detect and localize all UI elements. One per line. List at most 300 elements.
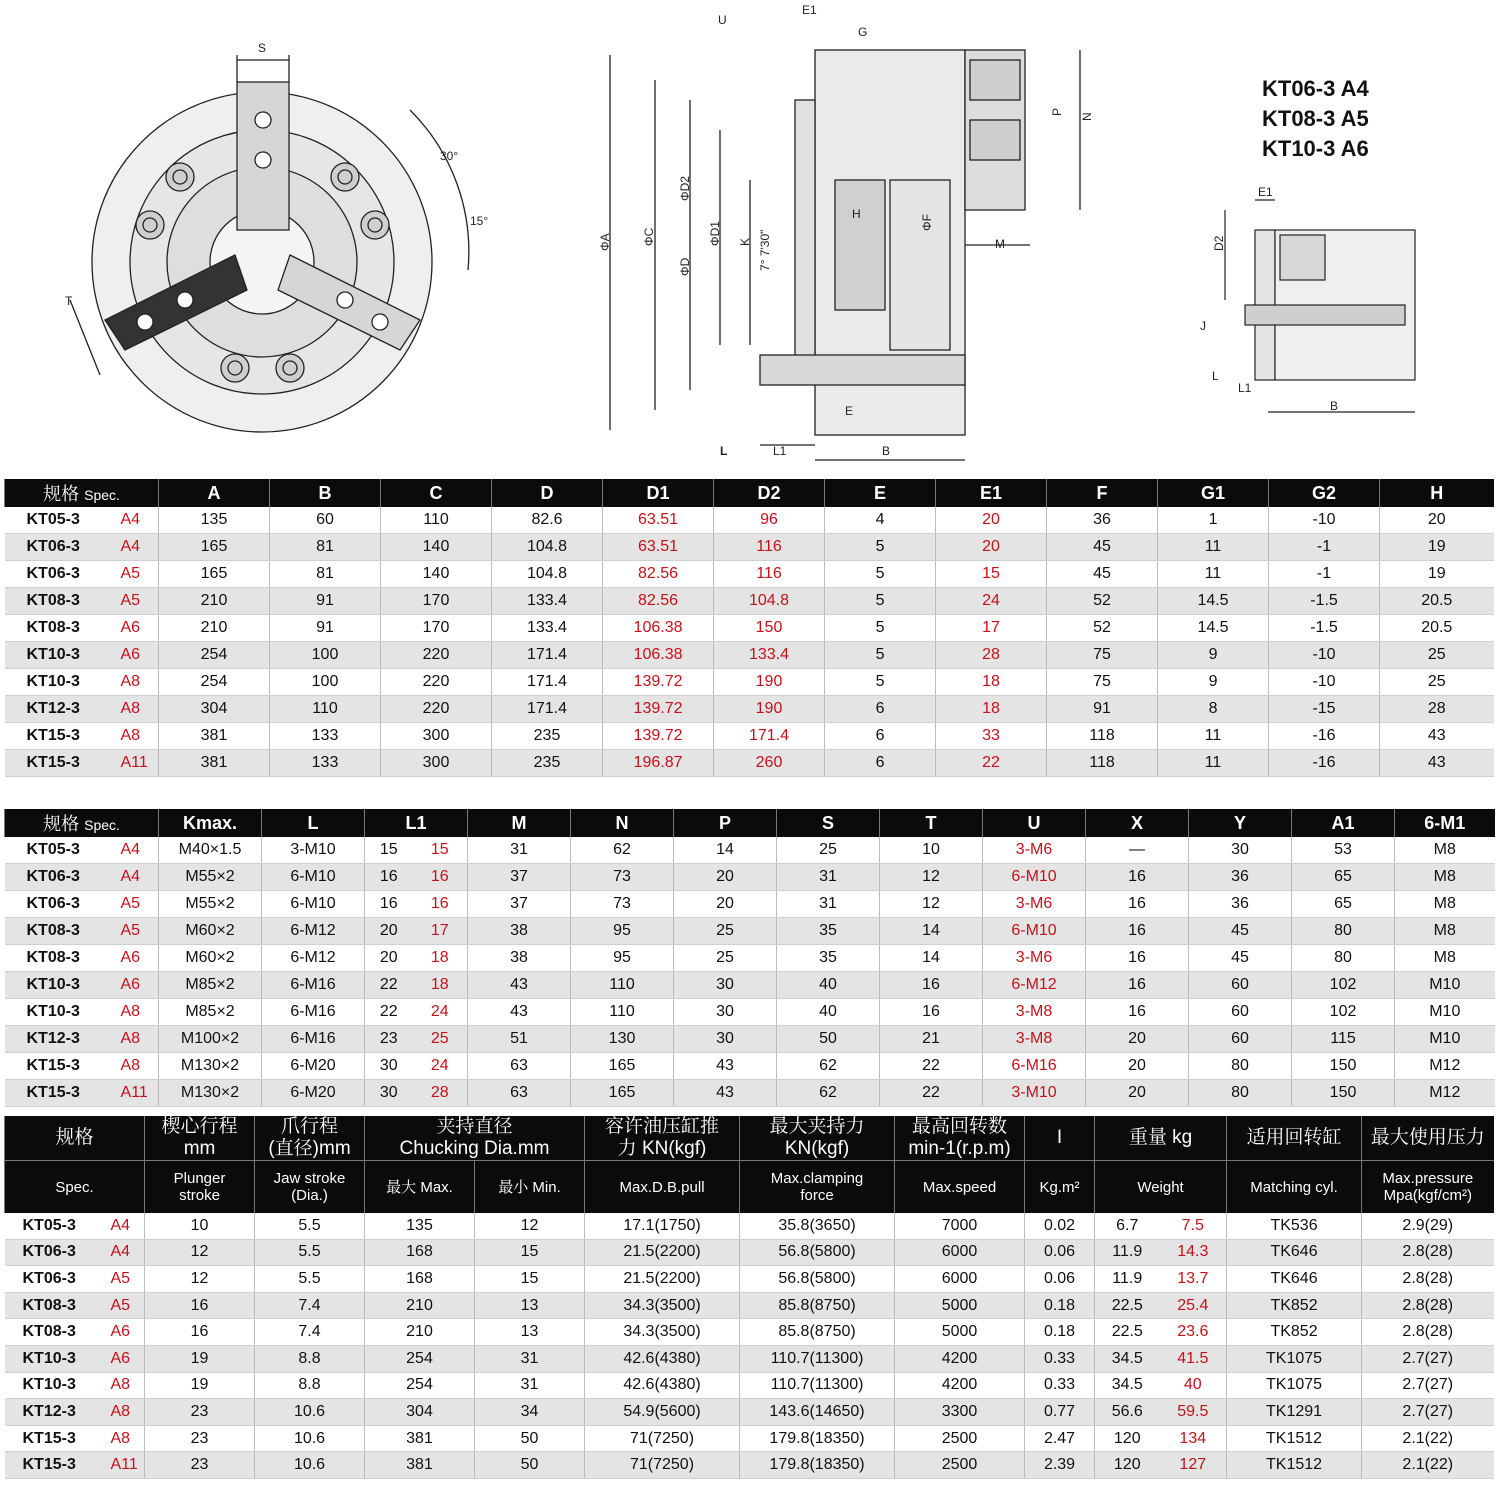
value-cell: 171.4 <box>492 642 603 669</box>
value-cell: 0.77 <box>1025 1399 1095 1426</box>
value-cell: 28 <box>936 642 1047 669</box>
value-cell: 53 <box>1292 837 1395 864</box>
svg-text:K: K <box>738 237 752 246</box>
value-cell: 20 <box>365 945 413 972</box>
value-cell: 9 <box>1158 669 1269 696</box>
value-cell: 60 <box>270 507 381 534</box>
table-row <box>5 891 1495 918</box>
value-cell: 171.4 <box>492 696 603 723</box>
value-cell: -10 <box>1269 507 1380 534</box>
value-cell: 12 <box>880 864 983 891</box>
value-cell: 20 <box>1086 1026 1189 1053</box>
value-cell: 63.51 <box>603 534 714 561</box>
header-pressure-cn: 最大使用压力 <box>1362 1116 1494 1161</box>
table-row <box>5 534 1494 561</box>
value-cell: 133.4 <box>492 588 603 615</box>
value-cell: 40 <box>777 999 880 1026</box>
value-cell: 190 <box>714 669 825 696</box>
value-cell: 45 <box>1047 561 1158 588</box>
value-cell: 80 <box>1189 1053 1292 1080</box>
value-cell: 20 <box>936 534 1047 561</box>
value-cell: 11 <box>1158 534 1269 561</box>
value-cell: 2500 <box>895 1425 1025 1452</box>
value-cell: 220 <box>381 642 492 669</box>
value-cell: 25 <box>1380 669 1494 696</box>
value-cell: 110 <box>571 972 674 999</box>
value-cell: 22 <box>365 999 413 1026</box>
value-cell: 5 <box>825 561 936 588</box>
model-cell: KT06-3 <box>5 1239 105 1266</box>
header-cyl-cn: 适用回转缸 <box>1227 1116 1362 1161</box>
value-cell: 82.56 <box>603 588 714 615</box>
value-cell: 21.5(2200) <box>585 1266 740 1293</box>
value-cell: 12 <box>145 1266 255 1293</box>
table-row <box>5 696 1494 723</box>
value-cell: 116 <box>714 561 825 588</box>
value-cell: 30 <box>365 1053 413 1080</box>
model-cell: KT15-3 <box>5 1425 105 1452</box>
value-cell: 62 <box>571 837 674 864</box>
value-cell: 300 <box>381 723 492 750</box>
value-cell: 3-M6 <box>983 891 1086 918</box>
value-cell: 95 <box>571 918 674 945</box>
value-cell: 165 <box>571 1080 674 1107</box>
table-row <box>5 1053 1495 1080</box>
value-cell: 80 <box>1292 945 1395 972</box>
header-speed-en: Max.speed <box>895 1161 1025 1214</box>
value-cell: 254 <box>159 642 270 669</box>
value-cell: 16 <box>1086 891 1189 918</box>
header-plunger-en: Plunger stroke <box>145 1161 255 1214</box>
value-cell: 10 <box>145 1213 255 1239</box>
column-header: N <box>571 809 674 837</box>
value-cell: 116 <box>714 534 825 561</box>
value-cell: 34.5 <box>1095 1345 1160 1372</box>
value-cell: 20 <box>674 891 777 918</box>
value-cell: M10 <box>1395 972 1495 999</box>
value-cell: 25 <box>413 1026 468 1053</box>
svg-text:ΦC: ΦC <box>642 227 656 246</box>
value-cell: 21 <box>880 1026 983 1053</box>
value-cell: 14.5 <box>1158 615 1269 642</box>
value-cell: 6-M20 <box>262 1053 365 1080</box>
model-cell: KT15-3 <box>5 750 115 777</box>
model-cell: KT06-3 <box>5 534 115 561</box>
value-cell: 20 <box>1380 507 1494 534</box>
value-cell: 24 <box>413 1053 468 1080</box>
front-view-drawing <box>0 0 500 470</box>
suffix-cell: A4 <box>115 864 159 891</box>
value-cell: 2.8(28) <box>1362 1292 1494 1319</box>
value-cell: M8 <box>1395 864 1495 891</box>
table-row <box>5 1345 1494 1372</box>
value-cell: M8 <box>1395 837 1495 864</box>
model-cell: KT10-3 <box>5 999 115 1026</box>
table-row <box>5 642 1494 669</box>
table-row <box>5 1292 1494 1319</box>
value-cell: M60×2 <box>159 945 262 972</box>
value-cell: — <box>1086 837 1189 864</box>
side-section-drawing <box>590 0 1110 470</box>
value-cell: 5 <box>825 534 936 561</box>
model-cell: KT12-3 <box>5 1026 115 1053</box>
value-cell: 14 <box>880 945 983 972</box>
value-cell: 30 <box>674 1026 777 1053</box>
value-cell: 104.8 <box>492 534 603 561</box>
value-cell: 165 <box>159 561 270 588</box>
svg-text:L: L <box>1212 369 1219 383</box>
value-cell: TK1291 <box>1227 1399 1362 1426</box>
value-cell: 37 <box>468 891 571 918</box>
value-cell: 6-M10 <box>983 918 1086 945</box>
model-cell: KT08-3 <box>5 918 115 945</box>
value-cell: 65 <box>1292 891 1395 918</box>
value-cell: 12 <box>880 891 983 918</box>
value-cell: 235 <box>492 750 603 777</box>
value-cell: 30 <box>1189 837 1292 864</box>
value-cell: 22 <box>880 1080 983 1107</box>
value-cell: 171.4 <box>492 669 603 696</box>
value-cell: 2.1(22) <box>1362 1452 1494 1479</box>
value-cell: 5.5 <box>255 1266 365 1293</box>
value-cell: 45 <box>1189 945 1292 972</box>
table-row <box>5 1452 1494 1479</box>
value-cell: 82.56 <box>603 561 714 588</box>
value-cell: 73 <box>571 864 674 891</box>
value-cell: TK1512 <box>1227 1452 1362 1479</box>
value-cell: 5 <box>825 669 936 696</box>
value-cell: 100 <box>270 669 381 696</box>
value-cell: 127 <box>1160 1452 1227 1479</box>
value-cell: 6-M10 <box>262 891 365 918</box>
value-cell: 85.8(8750) <box>740 1319 895 1346</box>
value-cell: 35 <box>777 918 880 945</box>
table-row <box>5 1026 1495 1053</box>
header-clamp-en: Max.clamping force <box>740 1161 895 1214</box>
value-cell: 2.39 <box>1025 1452 1095 1479</box>
value-cell: 81 <box>270 561 381 588</box>
value-cell: 16 <box>145 1319 255 1346</box>
table-row <box>5 615 1494 642</box>
value-cell: M8 <box>1395 945 1495 972</box>
value-cell: 20 <box>365 918 413 945</box>
column-header: D2 <box>714 479 825 507</box>
suffix-cell: A8 <box>115 669 159 696</box>
table-row <box>5 999 1495 1026</box>
value-cell: 60 <box>1189 1026 1292 1053</box>
value-cell: 81 <box>270 534 381 561</box>
value-cell: 23 <box>145 1452 255 1479</box>
value-cell: 0.33 <box>1025 1372 1095 1399</box>
value-cell: 73 <box>571 891 674 918</box>
value-cell: M100×2 <box>159 1026 262 1053</box>
model-cell: KT12-3 <box>5 696 115 723</box>
value-cell: 23.6 <box>1160 1319 1227 1346</box>
svg-text:N: N <box>1080 112 1094 121</box>
value-cell: 23 <box>145 1399 255 1426</box>
value-cell: M85×2 <box>159 999 262 1026</box>
value-cell: 210 <box>365 1292 475 1319</box>
value-cell: 25.4 <box>1160 1292 1227 1319</box>
value-cell: M55×2 <box>159 864 262 891</box>
value-cell: 210 <box>159 615 270 642</box>
svg-text:E: E <box>845 404 854 418</box>
value-cell: 6-M16 <box>262 972 365 999</box>
value-cell: 14 <box>674 837 777 864</box>
model-list-item: KT08-3 A5 <box>1262 106 1369 131</box>
value-cell: 4 <box>825 507 936 534</box>
column-header: L1 <box>365 809 468 837</box>
value-cell: -1.5 <box>1269 615 1380 642</box>
suffix-cell: A4 <box>105 1213 145 1239</box>
value-cell: 36 <box>1047 507 1158 534</box>
model-cell: KT15-3 <box>5 723 115 750</box>
header-speed-cn: 最高回转数 min-1(r.p.m) <box>895 1116 1025 1161</box>
value-cell: 110 <box>571 999 674 1026</box>
value-cell: M8 <box>1395 891 1495 918</box>
table-row <box>5 723 1494 750</box>
value-cell: 6000 <box>895 1239 1025 1266</box>
value-cell: 20 <box>1086 1080 1189 1107</box>
column-header: E1 <box>936 479 1047 507</box>
dimensions-table-1 <box>4 479 1494 777</box>
value-cell: 4200 <box>895 1345 1025 1372</box>
value-cell: 170 <box>381 615 492 642</box>
value-cell: 43 <box>674 1080 777 1107</box>
value-cell: 5 <box>825 615 936 642</box>
value-cell: 6-M10 <box>262 864 365 891</box>
model-cell: KT06-3 <box>5 891 115 918</box>
value-cell: 106.38 <box>603 615 714 642</box>
svg-text:ΦF: ΦF <box>920 214 934 231</box>
value-cell: 19 <box>1380 534 1494 561</box>
table-row <box>5 669 1494 696</box>
table-row <box>5 918 1495 945</box>
suffix-cell: A5 <box>115 561 159 588</box>
value-cell: 31 <box>475 1345 585 1372</box>
value-cell: 179.8(18350) <box>740 1452 895 1479</box>
value-cell: 10 <box>880 837 983 864</box>
value-cell: 63 <box>468 1080 571 1107</box>
value-cell: 5000 <box>895 1319 1025 1346</box>
value-cell: 12 <box>475 1213 585 1239</box>
value-cell: 31 <box>475 1372 585 1399</box>
svg-text:ΦA: ΦA <box>598 233 612 251</box>
value-cell: 6-M12 <box>983 972 1086 999</box>
value-cell: 31 <box>777 864 880 891</box>
value-cell: 91 <box>270 588 381 615</box>
value-cell: 106.38 <box>603 642 714 669</box>
value-cell: 20.5 <box>1380 615 1494 642</box>
column-header: X <box>1086 809 1189 837</box>
value-cell: 11.9 <box>1095 1239 1160 1266</box>
value-cell: -1.5 <box>1269 588 1380 615</box>
value-cell: 220 <box>381 669 492 696</box>
value-cell: M55×2 <box>159 891 262 918</box>
column-header: L <box>262 809 365 837</box>
value-cell: 28 <box>413 1080 468 1107</box>
value-cell: 235 <box>492 723 603 750</box>
value-cell: 91 <box>1047 696 1158 723</box>
header-cyl-en: Matching cyl. <box>1227 1161 1362 1214</box>
value-cell: 2.8(28) <box>1362 1266 1494 1293</box>
value-cell: 254 <box>159 669 270 696</box>
model-cell: KT08-3 <box>5 1292 105 1319</box>
value-cell: TK1075 <box>1227 1345 1362 1372</box>
value-cell: 13 <box>475 1319 585 1346</box>
table-row <box>5 1425 1494 1452</box>
value-cell: 60 <box>1189 999 1292 1026</box>
value-cell: 59.5 <box>1160 1399 1227 1426</box>
header-min-en: 最小 Min. <box>475 1161 585 1214</box>
model-cell: KT08-3 <box>5 1319 105 1346</box>
suffix-cell: A8 <box>115 1026 159 1053</box>
value-cell: 120 <box>1095 1452 1160 1479</box>
column-header: A1 <box>1292 809 1395 837</box>
value-cell: 33 <box>936 723 1047 750</box>
table-row <box>5 1239 1494 1266</box>
value-cell: 43 <box>468 999 571 1026</box>
table-row <box>5 750 1494 777</box>
table-row <box>5 837 1495 864</box>
suffix-cell: A8 <box>105 1425 145 1452</box>
header-pull-en: Max.D.B.pull <box>585 1161 740 1214</box>
column-header: Kmax. <box>159 809 262 837</box>
value-cell: 16 <box>880 972 983 999</box>
model-cell: KT10-3 <box>5 642 115 669</box>
value-cell: 31 <box>777 891 880 918</box>
value-cell: 13 <box>475 1292 585 1319</box>
header-plunger-cn: 楔心行程 mm <box>145 1116 255 1161</box>
suffix-cell: A8 <box>105 1372 145 1399</box>
svg-text:L1: L1 <box>1238 381 1252 395</box>
suffix-cell: A11 <box>115 1080 159 1107</box>
suffix-cell: A6 <box>115 615 159 642</box>
suffix-cell: A5 <box>115 918 159 945</box>
value-cell: 25 <box>674 945 777 972</box>
value-cell: TK536 <box>1227 1213 1362 1239</box>
value-cell: 30 <box>674 999 777 1026</box>
value-cell: M10 <box>1395 1026 1495 1053</box>
value-cell: 17 <box>413 918 468 945</box>
value-cell: 22 <box>880 1053 983 1080</box>
column-header: A <box>159 479 270 507</box>
svg-text:E1: E1 <box>802 3 817 17</box>
value-cell: 3-M6 <box>983 945 1086 972</box>
value-cell: 304 <box>159 696 270 723</box>
value-cell: 20 <box>674 864 777 891</box>
column-header: 6-M1 <box>1395 809 1495 837</box>
header-max-en: 最大 Max. <box>365 1161 475 1214</box>
value-cell: 304 <box>365 1399 475 1426</box>
value-cell: 110.7(11300) <box>740 1372 895 1399</box>
value-cell: 35.8(3650) <box>740 1213 895 1239</box>
value-cell: M12 <box>1395 1080 1495 1107</box>
header-spec-en: Spec. <box>5 1161 145 1214</box>
value-cell: 40 <box>777 972 880 999</box>
value-cell: 20.5 <box>1380 588 1494 615</box>
value-cell: 110 <box>381 507 492 534</box>
value-cell: 30 <box>365 1080 413 1107</box>
value-cell: 14 <box>880 918 983 945</box>
value-cell: 95 <box>571 945 674 972</box>
value-cell: 11 <box>1158 723 1269 750</box>
model-cell: KT05-3 <box>5 1213 105 1239</box>
value-cell: 7.5 <box>1160 1213 1227 1239</box>
value-cell: 85.8(8750) <box>740 1292 895 1319</box>
value-cell: 43 <box>468 972 571 999</box>
value-cell: 38 <box>468 918 571 945</box>
svg-text:H: H <box>852 207 861 221</box>
column-header: F <box>1047 479 1158 507</box>
value-cell: 8.8 <box>255 1372 365 1399</box>
value-cell: 133 <box>270 750 381 777</box>
value-cell: 381 <box>365 1425 475 1452</box>
header-weight-cn: 重量 kg <box>1095 1116 1227 1161</box>
svg-text:7° 7'30": 7° 7'30" <box>758 229 772 271</box>
value-cell: 40 <box>1160 1372 1227 1399</box>
value-cell: 6 <box>825 750 936 777</box>
value-cell: 16 <box>1086 945 1189 972</box>
value-cell: 3-M6 <box>983 837 1086 864</box>
value-cell: 6-M16 <box>983 1053 1086 1080</box>
header-jaw-cn: 爪行程 (直径)mm <box>255 1116 365 1161</box>
value-cell: 179.8(18350) <box>740 1425 895 1452</box>
value-cell: 50 <box>475 1452 585 1479</box>
value-cell: -16 <box>1269 723 1380 750</box>
value-cell: 8 <box>1158 696 1269 723</box>
value-cell: 14.5 <box>1158 588 1269 615</box>
value-cell: 9 <box>1158 642 1269 669</box>
table-row <box>5 561 1494 588</box>
value-cell: 7.4 <box>255 1319 365 1346</box>
value-cell: 0.06 <box>1025 1239 1095 1266</box>
value-cell: 24 <box>936 588 1047 615</box>
value-cell: 6-M16 <box>262 999 365 1026</box>
column-header: H <box>1380 479 1494 507</box>
value-cell: 196.87 <box>603 750 714 777</box>
value-cell: 56.8(5800) <box>740 1239 895 1266</box>
value-cell: 190 <box>714 696 825 723</box>
suffix-cell: A11 <box>115 750 159 777</box>
value-cell: 165 <box>571 1053 674 1080</box>
value-cell: 18 <box>413 972 468 999</box>
value-cell: 82.6 <box>492 507 603 534</box>
value-cell: 134 <box>1160 1425 1227 1452</box>
value-cell: 115 <box>1292 1026 1395 1053</box>
header-inertia-en: Kg.m² <box>1025 1161 1095 1214</box>
value-cell: 2.8(28) <box>1362 1239 1494 1266</box>
value-cell: 96 <box>714 507 825 534</box>
value-cell: 3300 <box>895 1399 1025 1426</box>
header-chuck-cn: 夹持直径 Chucking Dia.mm <box>365 1116 585 1161</box>
value-cell: 150 <box>1292 1053 1395 1080</box>
header-pull-cn: 容许油压缸推 力 KN(kgf) <box>585 1116 740 1161</box>
value-cell: 36 <box>1189 864 1292 891</box>
value-cell: 381 <box>159 723 270 750</box>
value-cell: 18 <box>936 696 1047 723</box>
value-cell: 52 <box>1047 588 1158 615</box>
value-cell: 16 <box>1086 999 1189 1026</box>
spec-header: 规格 Spec. <box>5 809 159 837</box>
column-header: Y <box>1189 809 1292 837</box>
model-cell: KT10-3 <box>5 669 115 696</box>
value-cell: 210 <box>159 588 270 615</box>
value-cell: 18 <box>413 945 468 972</box>
suffix-cell: A6 <box>115 945 159 972</box>
model-cell: KT08-3 <box>5 945 115 972</box>
value-cell: 7.4 <box>255 1292 365 1319</box>
